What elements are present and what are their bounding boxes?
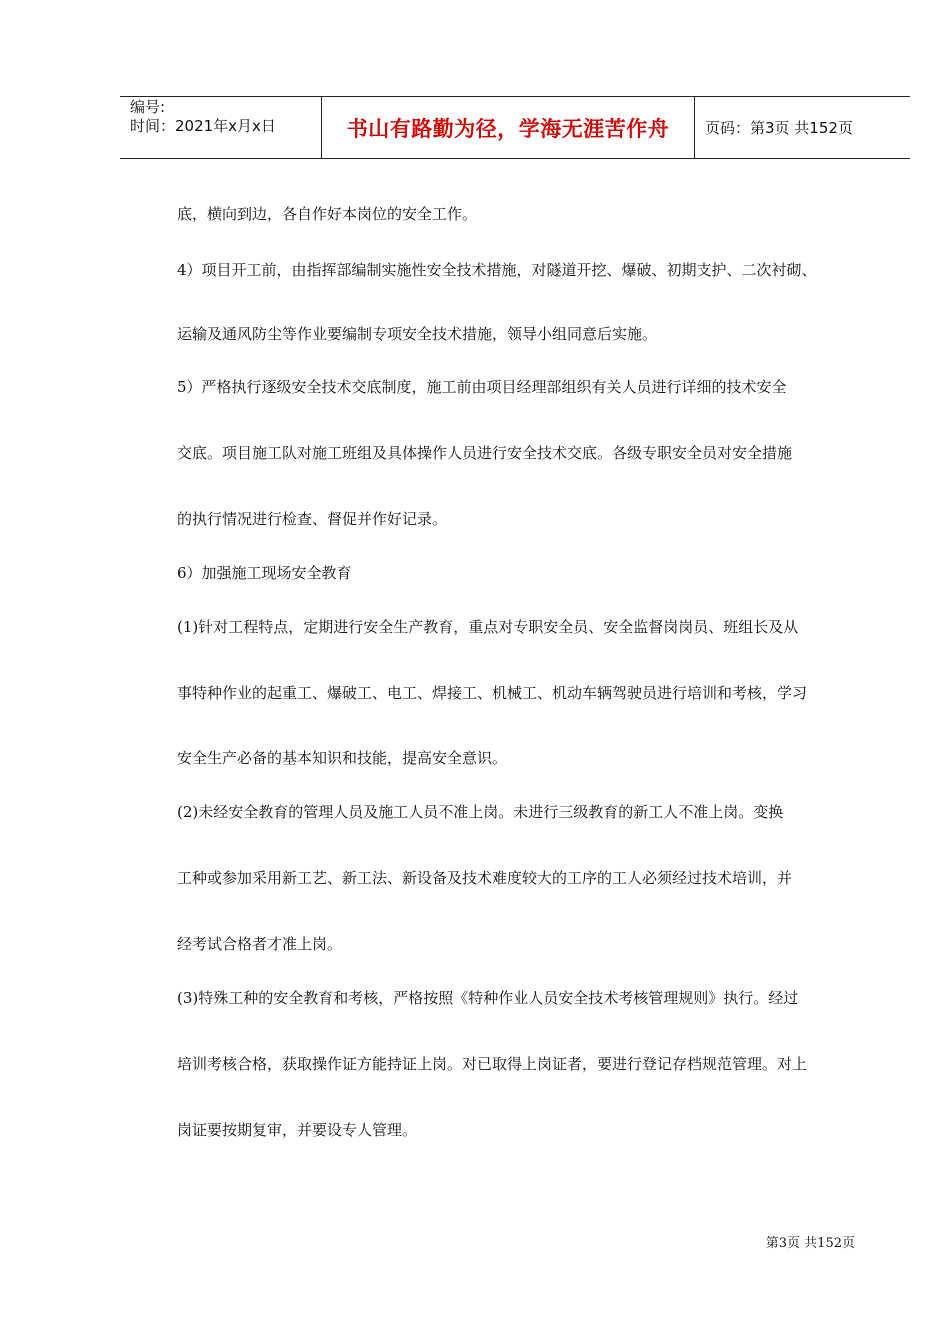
body-line: (1)针对工程特点，定期进行安全生产教育，重点对专职安全员、安全监督岗岗员、班组长及从: [177, 618, 799, 636]
time-label: 时间：2021年x月x日: [130, 117, 276, 135]
header-page-cell: [695, 97, 910, 158]
body-line: 的执行情况进行检查、督促并作好记录。: [177, 510, 448, 528]
body-line: 事特种作业的起重工、爆破工、电工、焊接工、机械工、机动车辆驾驶员进行培训和考核，学习: [177, 684, 808, 702]
body-line: (3)特殊工种的安全教育和考核，严格按照《特种作业人员安全技术考核管理规则》执行。经过: [177, 989, 799, 1007]
body-line: 安全生产必备的基本知识和技能，提高安全意识。: [177, 749, 508, 767]
number-label: 编号:: [130, 98, 166, 116]
page-label: 页码：第3页 共152页: [705, 119, 853, 137]
body-line: (2)未经安全教育的管理人员及施工人员不准上岗。未进行三级教育的新工人不准上岗。变换: [177, 803, 784, 821]
body-line: 经考试合格者才准上岗。: [177, 935, 343, 953]
motto-text: 书山有路勤为径，学海无涯苦作舟: [346, 116, 670, 141]
header-motto-cell: [322, 97, 695, 158]
body-line: 交底。项目施工队对施工班组及具体操作人员进行安全技术交底。各级专职安全员对安全措施: [177, 444, 793, 462]
body-line: 4）项目开工前，由指挥部编制实施性安全技术措施，对隧道开挖、爆破、初期支护、二次衬砌、: [177, 261, 817, 279]
page-header: [120, 96, 910, 159]
body-line: 培训考核合格，获取操作证方能持证上岗。对已取得上岗证者，要进行登记存档规范管理。对上: [177, 1055, 808, 1073]
body-line: 工种或参加采用新工艺、新工法、新设备及技术难度较大的工序的工人必须经过技术培训，并: [177, 869, 793, 887]
body-line: 岗证要按期复审，并要设专人管理。: [177, 1121, 418, 1139]
body-line: 6）加强施工现场安全教育: [177, 564, 352, 582]
header-info-cell: [120, 97, 322, 158]
page-footer-number: 第3页 共152页: [765, 1236, 855, 1251]
body-line: 底，横向到边，各自作好本岗位的安全工作。: [177, 205, 478, 223]
body-line: 运输及通风防尘等作业要编制专项安全技术措施，领导小组同意后实施。: [177, 325, 658, 343]
body-line: 5）严格执行逐级安全技术交底制度，施工前由项目经理部组织有关人员进行详细的技术安全: [177, 378, 787, 396]
